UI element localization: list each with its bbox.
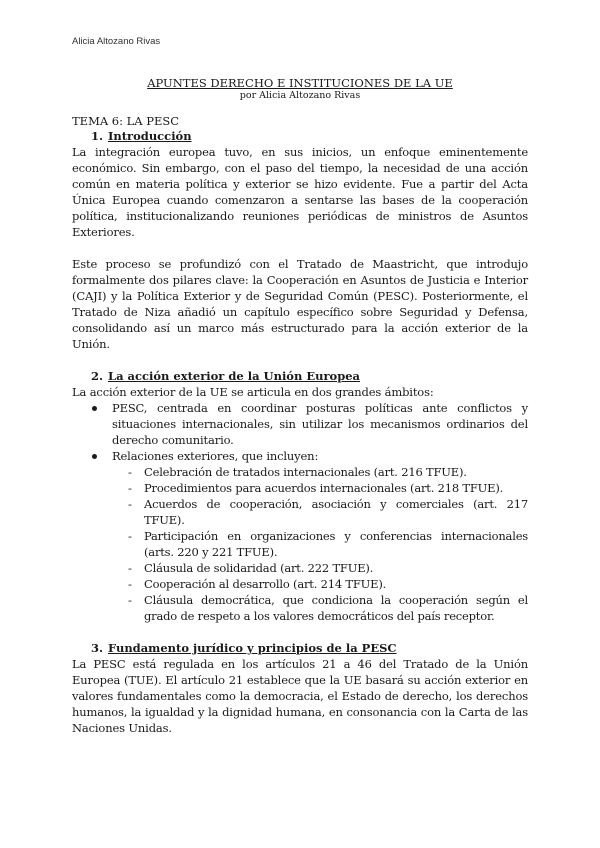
running-header-author: Alicia Altozano Rivas bbox=[72, 36, 161, 47]
sub-list-item-text: Cooperación al desarrollo (art. 214 TFUE). bbox=[144, 577, 387, 591]
sub-list bbox=[72, 464, 528, 624]
paragraph-intro: La acción exterior de la UE se articula en dos grandes ámbitos: bbox=[72, 385, 434, 399]
section-number: 1. bbox=[91, 129, 104, 143]
bullet-list bbox=[72, 400, 528, 624]
sub-list-item bbox=[72, 560, 528, 576]
sub-list-item bbox=[72, 480, 528, 496]
dash-marker: - bbox=[128, 577, 132, 591]
sub-list-item bbox=[72, 576, 528, 592]
dash-marker: - bbox=[128, 497, 132, 511]
paragraph: La integración europea tuvo, en sus inicios, un enfoque eminentemente económico. Sin embargo, con el paso del tiempo, la necesidad de una acción común en materia política y exterior se hizo evidente. Fue a partir del Acta Única Europea cuando comenzaron a sentarse las bases de la cooperación política, institucionalizando reuniones periódicas de ministros de Asuntos Exteriores. bbox=[72, 145, 528, 239]
section-heading-accion-exterior bbox=[72, 368, 528, 384]
section-number: 3. bbox=[91, 641, 104, 655]
dash-marker: - bbox=[128, 529, 132, 543]
section-title: Introducción bbox=[108, 129, 192, 143]
document-subtitle: por Alicia Altozano Rivas bbox=[239, 90, 361, 101]
section-title: Fundamento jurídico y principios de la PESC bbox=[108, 641, 397, 655]
sub-list-item bbox=[72, 464, 528, 480]
sub-list-item-text: Cláusula de solidaridad (art. 222 TFUE). bbox=[144, 561, 374, 575]
document-body bbox=[72, 76, 528, 736]
paragraph: La PESC está regulada en los artículos 21 a 46 del Tratado de la Unión Europea (TUE). El artículo 21 establece que la UE basará su acción exterior en valores fundamentales como la democracia, el Estado de derecho, los derechos humanos, la igualdad y la dignidad humana, en consonancia con la Carta de las Naciones Unidas. bbox=[72, 657, 528, 735]
topic-heading: TEMA 6: LA PESC bbox=[72, 114, 180, 128]
bullet-icon bbox=[92, 454, 97, 459]
dash-marker: - bbox=[128, 593, 132, 607]
sub-list-item-text: Acuerdos de cooperación, asociación y comerciales (art. 217 TFUE). bbox=[144, 497, 528, 527]
sub-list-item bbox=[72, 528, 528, 560]
sub-list-item-text: Procedimientos para acuerdos internacionales (art. 218 TFUE). bbox=[144, 481, 504, 495]
sub-list-item-text: Cláusula democrática, que condiciona la cooperación según el grado de respeto a los valores democráticos del país receptor. bbox=[144, 593, 528, 623]
list-item bbox=[72, 400, 528, 448]
section-heading-introduccion bbox=[72, 128, 528, 144]
list-item-text: PESC, centrada en coordinar posturas políticas ante conflictos y situaciones internacionales, sin utilizar los mecanismos ordinarios del derecho comunitario. bbox=[112, 401, 528, 447]
dash-marker: - bbox=[128, 465, 132, 479]
bullet-icon bbox=[92, 406, 97, 411]
document-title: APUNTES DERECHO E INSTITUCIONES DE LA UE bbox=[147, 76, 453, 90]
section-number: 2. bbox=[91, 369, 104, 383]
list-item bbox=[72, 448, 528, 624]
sub-list-item bbox=[72, 496, 528, 528]
paragraph: Este proceso se profundizó con el Tratado de Maastricht, que introdujo formalmente dos pilares clave: la Cooperación en Asuntos de Justicia e Interior (CAJI) y la Política Exterior y de Seguridad Común (PESC). Posteriormente, el Tratado de Niza añadió un capítulo específico sobre Seguridad y Defensa, consolidando así un marco más estructurado para la acción exterior de la Unión. bbox=[72, 257, 528, 351]
section-title: La acción exterior de la Unión Europea bbox=[108, 369, 361, 383]
list-item-text: Relaciones exteriores, que incluyen: bbox=[112, 449, 319, 463]
sub-list-item-text: Celebración de tratados internacionales (art. 216 TFUE). bbox=[144, 465, 467, 479]
dash-marker: - bbox=[128, 481, 132, 495]
section-heading-fundamento-juridico bbox=[72, 640, 528, 656]
sub-list-item bbox=[72, 592, 528, 624]
sub-list-item-text: Participación en organizaciones y conferencias internacionales (arts. 220 y 221 TFUE). bbox=[144, 529, 528, 559]
dash-marker: - bbox=[128, 561, 132, 575]
